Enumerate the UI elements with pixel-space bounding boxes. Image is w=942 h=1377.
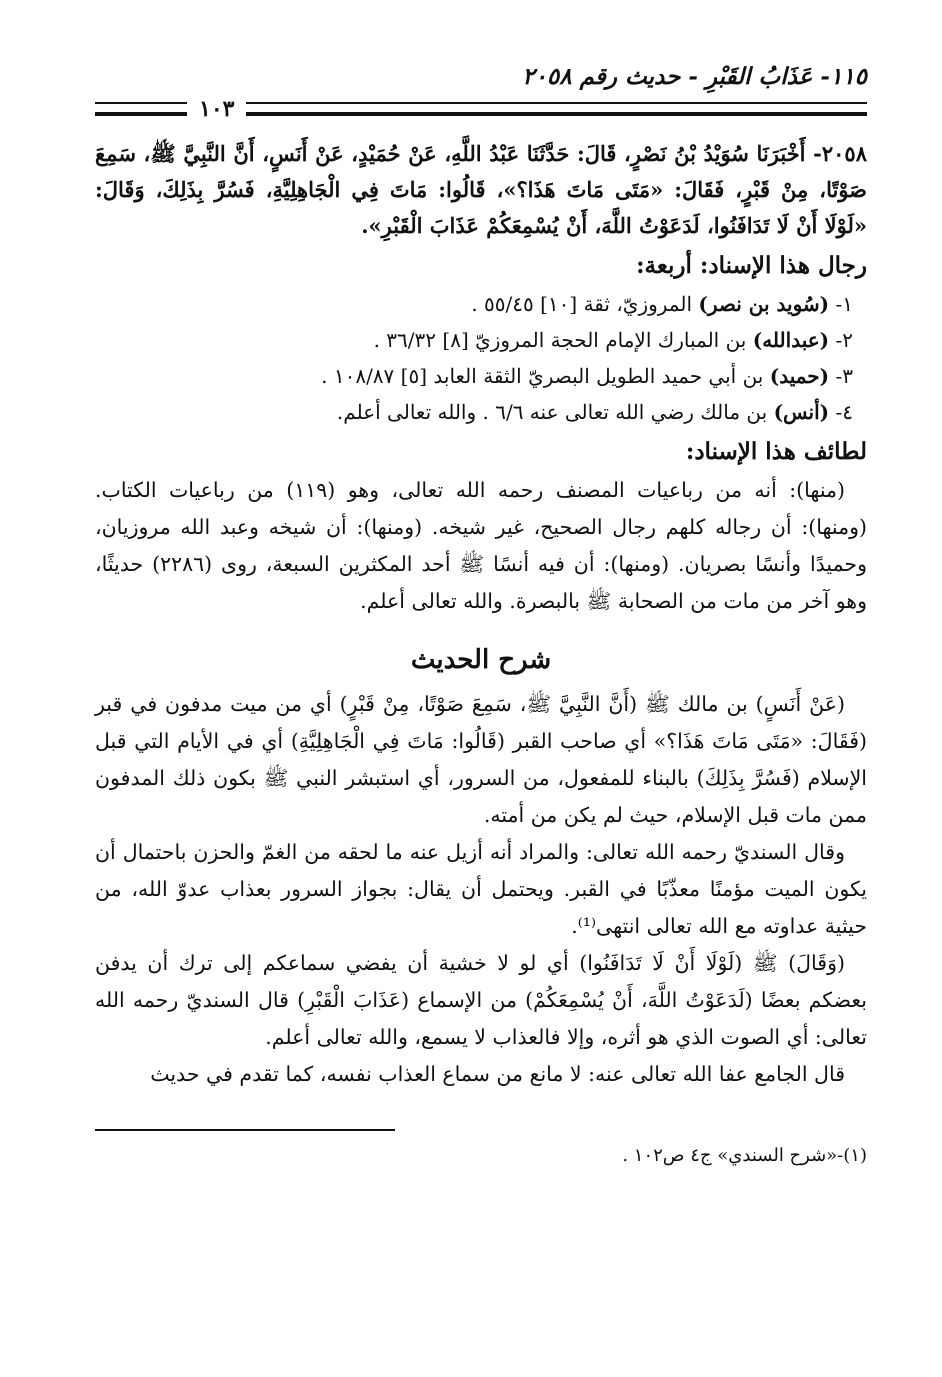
narrator-item: ٣- (حميد) بن أبي حميد الطويل البصريّ الثقة العابد [٥] ١٠٨/٨٧ . xyxy=(321,364,853,388)
lataif-text: (منها): أنه من رباعيات المصنف رحمه الله تعالى، وهو (١١٩) من رباعيات الكتاب. (ومنها): أن رجاله كلهم رجال الصحيح، غير شيخه. (ومنها): أن شيخه وعبد الله مروزيان، وحميدًا وأنسًا بصريان. (ومنها): أن فيه أنسًا ﷺ أحد المكثرين السبعة، روى (٢٢٨٦) حديثًا، وهو آخر من مات من الصحابة ﷺ بالبصرة. والله تعالى أعلم. xyxy=(95,478,868,613)
narrator-item: ٤- (أنس) بن مالك رضي الله تعالى عنه ٦/٦ . والله تعالى أعلم. xyxy=(336,400,853,424)
header-rule-short xyxy=(95,102,187,116)
sharh-paragraph: (وَقَالَ) ﷺ (لَوْلَا أَنْ لَا تَدَافَنُوا) أي لو لا خشية أن يفضي سماعكم إلى ترك أن يدفن بعضكم بعضًا (لَدَعَوْتُ اللَّهَ، أَنْ يُسْمِعَكُمْ) من الإسماع (عَذَابَ الْقَبْرِ) قال السنديّ رحمه الله تعالى: أي الصوت الذي هو أثره، وإلا فالعذاب لا يسمع، والله تعالى أعلم. xyxy=(95,951,867,1049)
sharh-paragraph: قال الجامع عفا الله تعالى عنه: لا مانع من سماع العذاب نفسه، كما تقدم في حديث xyxy=(150,1062,845,1086)
hadith-text: ٢٠٥٨- أَخْبَرَنَا سُوَيْدُ بْنُ نَصْرٍ، قَالَ: حَدَّثَنَا عَبْدُ اللَّهِ، عَنْ حُمَيْدٍ، عَنْ أَنَسٍ، أَنَّ النَّبِيَّ ﷺ، سَمِعَ صَوْتًا، مِنْ قَبْرٍ، فَقَالَ: «مَتَى مَاتَ هَذَا؟»، قَالُوا: مَاتَ فِي الْجَاهِلِيَّةِ، فَسُرَّ بِذَلِكَ، وَقَالَ: «لَوْلَا أَنْ لَا تَدَافَنُوا، لَدَعَوْتُ اللَّهَ، أَنْ يُسْمِعَكُمْ عَذَابَ الْقَبْرِ». xyxy=(95,141,867,238)
narrator-item: ١- (سُويد بن نصر) المروزيّ، ثقة [١٠] ٥٥/٤٥ . xyxy=(471,292,853,316)
sharh-paragraph: وقال السنديّ رحمه الله تعالى: والمراد أنه أزيل عنه ما لحقه من الغمّ والحزن باحتمال أن يكون الميت مؤمنًا معذّبًا في القبر. ويحتمل أن يقال: بجواز السرور بعذاب عدوّ الله، من حيثية عداوته مع الله تعالى انتهى⁽¹⁾. xyxy=(95,840,867,938)
rijal-list xyxy=(95,286,867,430)
footnote-separator xyxy=(95,1129,395,1131)
page-number: ١٠٣ xyxy=(199,96,235,122)
lataif-title: لطائف هذا الإسناد: xyxy=(685,438,867,465)
running-header xyxy=(95,58,867,94)
rijal-title: رجال هذا الإسناد: أربعة: xyxy=(636,252,867,279)
sharh-title: شرح الحديث xyxy=(410,645,552,675)
running-title: ١١٥- عَذَابُ القَبْرِ - حديث رقم ٢٠٥٨ xyxy=(522,62,867,90)
narrator-item: ٢- (عبدالله) بن المبارك الإمام الحجة المروزيّ [٨] ٣٦/٣٢ . xyxy=(373,328,853,352)
book-page xyxy=(95,58,867,1171)
header-rule-long xyxy=(246,102,867,116)
sharh-paragraph: (عَنْ أَنَسٍ) بن مالك ﷺ (أَنَّ النَّبِيَّ ﷺ، سَمِعَ صَوْتًا، مِنْ قَبْرٍ) أي من ميت مدفون في قبر (فَقَالَ: «مَتَى مَاتَ هَذَا؟» أي صاحب القبر (قَالُوا: مَاتَ فِي الْجَاهِلِيَّةِ) أي في الأيام التي قبل الإسلام (فَسُرَّ بِذَلِكَ) بالبناء للمفعول، من السرور، أي استبشر النبي ﷺ بكون ذلك المدفون ممن مات قبل الإسلام، حيث لم يكن من أمته. xyxy=(95,692,867,827)
header-rule xyxy=(95,96,867,122)
footnote: (١)-«شرح السندي» ج٤ ص١٠٢ . xyxy=(622,1145,867,1166)
